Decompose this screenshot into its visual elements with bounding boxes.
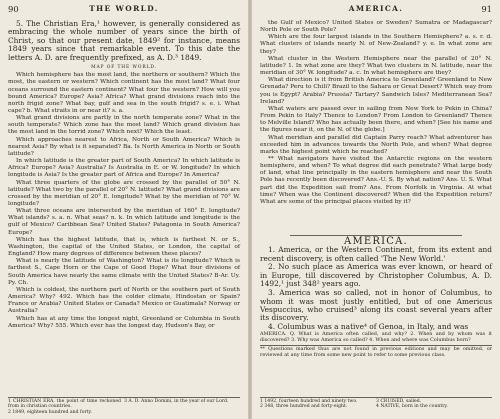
paragraph: Which are the four largest islands in the Southern Hemisphere? a. s. r. d. What clusters of islands nearly N. of New-Zealand? y. e. In what zone are they? (260, 34, 492, 55)
numbered-paragraph: 2. No such place as America was ever known, or heard of in Europe, till discovered by Christopher Columbus, A. D. 1492,¹ just 348² years ago. (260, 262, 492, 289)
right-footnotes (260, 396, 492, 410)
paragraph: Which has at any time the longest night, Greenland or Columbia in South America? Why? 555. Which ever has the longest day, Hudson's Bay, or (8, 315, 240, 329)
intro-paragraph: 5. The Christian Era,¹ however, is generally considered as embracing the whole number of years since the birth of Christ, so that our present date, 1849² for instance, means 1849 years since that remarkable event. To this date the letters A. D. are frequently prefixed, as A. D.³ 1849. (8, 19, 240, 62)
editorial-note: ** Questions marked thus are not found in previous editions and may be omitted, or reviewed at any time from some new point to refer to some previous class. (260, 346, 492, 358)
page-number: 90 (8, 4, 19, 14)
paragraph: What meridian and parallel did Captain Parry reach? What adventurer has exceeded him in advances towards the North Pole, and when? What degree marks the highest point which he reached? (260, 134, 492, 155)
running-head: THE WORLD. (89, 4, 159, 13)
paragraph: the Gulf of Mexico? United States or Sweden? Sumatra or Madagascar? North Pole or South Pole? (260, 20, 492, 34)
right-page-body (260, 20, 492, 206)
numbered-paragraph: 1. America, or the Western Continent, from its extent and recent discovery, is often called 'The New World.' (260, 245, 492, 263)
paragraph: Which hemisphere has the most land, the northern or southern? Which the most, the eastern or western? Which continent has the most land? What four oceans surround the eastern continent? What four the western? How will you bound America? Europe? Asia? Africa? What grand divisions reach into the north frigid zone? What bay, gulf and sea in the south frigid? s. e. i. What cape? b. What straits in or near it? s. a. (8, 72, 240, 114)
left-page (0, 0, 248, 419)
paragraph: Which is coldest, the northern part of North or the southern part of South America? Why? 492. Which has the colder climate, Hindostan or Spain? France or Arabia? United States or Canada? Mexico or Guatimala? Norway or Australia? (8, 286, 240, 315)
right-page (252, 0, 500, 419)
paragraph: Which approaches nearest to Africa, North or South America? Which is nearest Asia? By what is it separated? Ba. Is North America in North or South latitude? (8, 136, 240, 157)
left-footnotes (8, 396, 240, 415)
paragraph: What waters are passed over in sailing from New York to Pekin in China? From Pekin to Italy? Thence to London? From London to Greenland? Thence to Melville Island? Who has actually been there, and when? [See his name and the figures near it, on the N. of the globe.] (260, 105, 492, 134)
footnote: 2 1849, eighteen hundred and forty. (8, 409, 92, 415)
paragraph: What grand divisions are partly in the north temperate zone? What in the south temperate? Which zone has the most land? Which grand division has the most land in the torrid zone? Which next? Which the least. (8, 115, 240, 136)
left-page-header (8, 4, 240, 16)
numbered-paragraph: 3. America was so called, not in honor of Columbus, to whom it was most justly entitled, but of one Americus Vespuccius, who cruised³ along its coast several years after its discovery. (260, 288, 492, 323)
page-number: 91 (481, 4, 492, 14)
paragraph: Which has the highest latitude, that is, which is farthest N. or S., Washington, the capital of the United States, or London, the capital of England? How many degrees of difference between these places? (8, 236, 240, 258)
section-title: AMERICA. (344, 236, 408, 247)
footnote: 1 1492, fourteen hundred and ninety two. (260, 399, 358, 404)
section-title: MAP OF THE WORLD. (91, 65, 157, 71)
review-questions: AMERICA. Q. What is America often called, and why? 2. When and by whom was it discovered? 3. Why was America so called? 4. When and where was Columbus born? (260, 331, 492, 344)
footnote-rule (260, 397, 492, 398)
paragraph: What is nearly the latitude of Washington? What is its longitude? Which is farthest S., Cape Horn or the Cape of Good Hope? What four divisions of South America have nearly the same climate with the United States? B-Ar. Uy. Py. Ch. (8, 258, 240, 286)
paragraph: ** What navigators have visited the Antarctic regions on the western hemisphere, and when? To what degree did each penetrate? What large body of land, what line principally in the eastern hemisphere and near the South Pole has recently been discovered? Ans.-U. S. By what nation? Ans. U. S. What part did the Expedition sail from? Ans. From Norfolk in Virginia. At what time? When was the Continent discovered? When did the Expedition return? What are some of the principal places visited by it? (260, 155, 492, 205)
footnote-rule (8, 397, 240, 398)
left-page-body (8, 20, 240, 330)
footnote: 4 NATIVE, born in the country. (376, 404, 448, 410)
footnote: 3 CRUISED, sailed. (376, 399, 422, 404)
paragraph: What three quarters of the globe are crossed by the parallel of 50° N. latitude? What two by the parallel of 20° N. latitude? What grand divisions are crossed by the meridian of 20° E. longitude? What by the meridian of 70° W. longitude? (8, 179, 240, 207)
right-page-header (260, 4, 492, 16)
paragraph: What direction is it from British America to Greenland? Greenland to New Grenada? Peru to Chili? Brazil to the Sahara or Great Desert? Which way from you is Egypt? Arabia? Prussia? Tartary? Sandwich Isles? Mediterranean Sea? Ireland? (260, 77, 492, 105)
running-head: AMERICA. (348, 4, 404, 13)
paragraph: What three oceans are intersected by the meridian of 160° E. longitude? What islands? s. a. n. What seas? n. k. In which latitude and longitude is the gulf of Mexico? Caribbean Sea? United States? Patagonia in South America? Europe? (8, 208, 240, 236)
footnote: 1 CHRISTIAN ERA, the point of time reckoned from in christian countries. (8, 399, 121, 410)
footnote: 2 348, three hundred and forty-eight. (260, 404, 348, 410)
footnote: 3 A. D. Anno Domini, in the year of our Lord. (124, 399, 229, 404)
paragraph: What cluster in the Western Hemisphere near the parallel of 20° N. latitude? 1. In what zone are they? What two clusters in N. latitude, near the meridian of 30° W. longitude? a. c. In what hemisphere are they? (260, 55, 492, 77)
america-section (260, 233, 492, 359)
numbered-paragraph: 4. Columbus was a native⁴ of Genoa, in Italy, and was (268, 322, 469, 332)
paragraph: In which latitude is the greater part of South America? In which latitude is Africa? Europe? Asia? Australia? Is Australia in E. or W. longitude? In which longitude is Asia? Is the greater part of Africa and Europe? In America? (8, 158, 240, 179)
